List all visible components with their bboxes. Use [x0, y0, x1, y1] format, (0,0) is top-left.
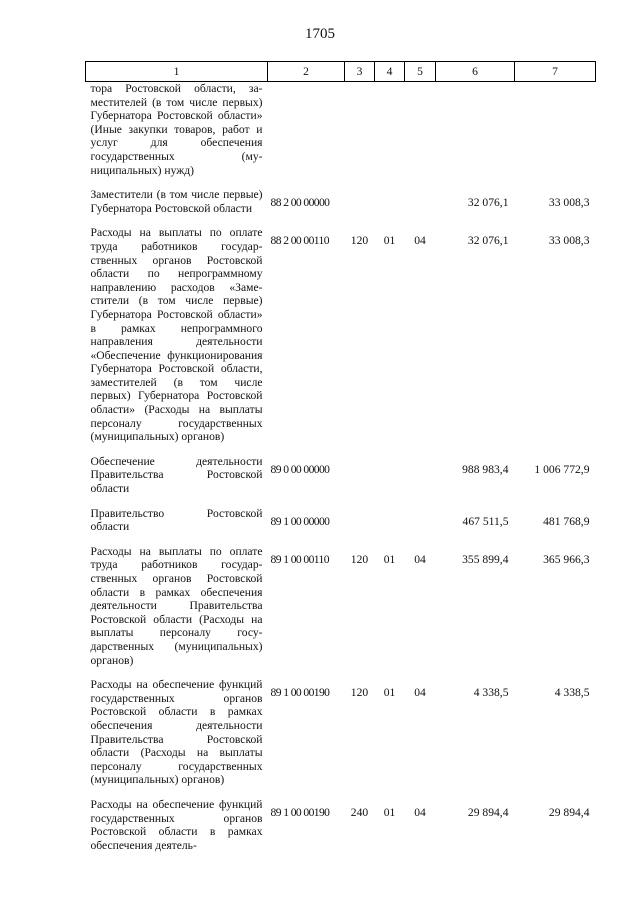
column-header-2: 2 [268, 62, 345, 82]
row-amount-2: 365 966,3 [543, 552, 590, 566]
row-amount-2: 33 008,3 [548, 234, 590, 248]
row-subsection [405, 507, 436, 545]
row-expense-type: 120 [350, 552, 369, 566]
row-expense-type [345, 455, 375, 507]
column-header-5: 5 [405, 62, 436, 82]
row-subsection: 04 [414, 686, 426, 700]
table-header [86, 62, 596, 82]
table-row [86, 798, 596, 863]
table-row [86, 545, 596, 678]
row-code: 89 1 00 00110 [270, 552, 329, 566]
table-row [86, 678, 596, 798]
row-section: 01 [383, 686, 396, 700]
row-name: Заместители (в том числе первые) Губернатора Ростовской области [90, 188, 263, 215]
row-subsection [405, 455, 436, 507]
table-row [86, 226, 596, 455]
table-row [86, 82, 596, 189]
table-row [86, 507, 596, 545]
row-amount-2 [515, 82, 596, 189]
row-subsection [405, 82, 436, 189]
budget-table [85, 61, 596, 863]
column-header-6: 6 [436, 62, 515, 82]
row-section [375, 455, 405, 507]
row-section [375, 507, 405, 545]
row-amount-1: 988 983,4 [462, 462, 509, 476]
row-amount-1: 32 076,1 [467, 234, 509, 248]
row-name: Правительство Ростовской области [90, 506, 263, 534]
row-name: Расходы на обеспечение функций государственных органов Ростовской области в рамках обеспечения деятельности Правительства Ростовской области (Расходы на выплаты персоналу государственных (муниципальных) органов) [90, 678, 263, 787]
row-expense-type [345, 188, 375, 226]
column-header-7: 7 [515, 62, 596, 82]
row-code [268, 82, 345, 189]
column-header-1: 1 [86, 62, 268, 82]
row-section: 01 [383, 805, 396, 819]
row-expense-type: 120 [350, 686, 369, 700]
header-row [86, 62, 596, 82]
row-name: Расходы на обеспечение функций государственных органов Ростовской области в рамках обеспечения деятель- [90, 797, 263, 852]
row-amount-1: 355 899,4 [462, 552, 509, 566]
row-name: Расходы на выплаты по оплате труда работников государственных органов Ростовской области по непрограммному направлению расходов «Заместители (в том числе первые) Губернатора Ростовской области» в рамках непрограммного направления деятельности «Обеспечение функционирования Губернатора Ростовской области, заместителей (в том числе первых) Губернатора Ростовской области» (Расходы на выплаты персоналу государственных (муниципальных) органов) [90, 226, 263, 444]
row-subsection: 04 [414, 805, 426, 819]
row-section: 01 [383, 552, 396, 566]
row-code: 88 2 00 00110 [270, 234, 329, 248]
column-header-4: 4 [375, 62, 405, 82]
row-subsection: 04 [414, 552, 426, 566]
row-code: 89 0 00 00000 [270, 462, 330, 476]
row-amount-2: 4 338,5 [554, 686, 590, 700]
row-expense-type: 240 [350, 805, 369, 819]
row-section [375, 82, 405, 189]
row-section [375, 188, 405, 226]
row-name: Расходы на выплаты по оплате труда работников государственных органов Ростовской области в рамках обеспечения деятельности Правительства Ростовской области (Расходы на выплаты персоналу государственных (муниципальных) органов) [90, 544, 263, 667]
row-expense-type: 120 [350, 234, 369, 248]
row-name: Обеспечение деятельности Правительства Ростовской области [90, 454, 263, 496]
row-subsection [405, 188, 436, 226]
column-header-3: 3 [345, 62, 375, 82]
row-subsection: 04 [414, 234, 426, 248]
table-body [86, 82, 596, 864]
row-amount-2: 481 768,9 [543, 514, 590, 528]
row-name: тора Ростовской области, заместителей (в том числе первых) Губернатора Ростовской области» (Иные закупки товаров, работ и услуг для обеспечения государственных (муниципальных) нужд) [90, 82, 263, 177]
row-code: 89 1 00 00190 [270, 686, 330, 700]
row-section: 01 [383, 234, 396, 248]
row-code: 89 1 00 00190 [270, 805, 330, 819]
row-amount-2: 33 008,3 [548, 196, 590, 210]
row-amount-1: 32 076,1 [467, 196, 509, 210]
row-amount-1: 467 511,5 [462, 514, 509, 528]
row-amount-1: 29 894,4 [467, 805, 509, 819]
row-expense-type [345, 507, 375, 545]
page-number: 1705 [305, 26, 335, 42]
table-row [86, 188, 596, 226]
row-amount-2: 29 894,4 [548, 805, 590, 819]
table-row [86, 455, 596, 507]
row-amount-1: 4 338,5 [473, 686, 509, 700]
row-code: 89 1 00 00000 [270, 514, 330, 528]
row-amount-2: 1 006 772,9 [534, 462, 590, 476]
row-amount-1 [436, 82, 515, 189]
row-code: 88 2 00 00000 [270, 196, 330, 210]
row-expense-type [345, 82, 375, 189]
